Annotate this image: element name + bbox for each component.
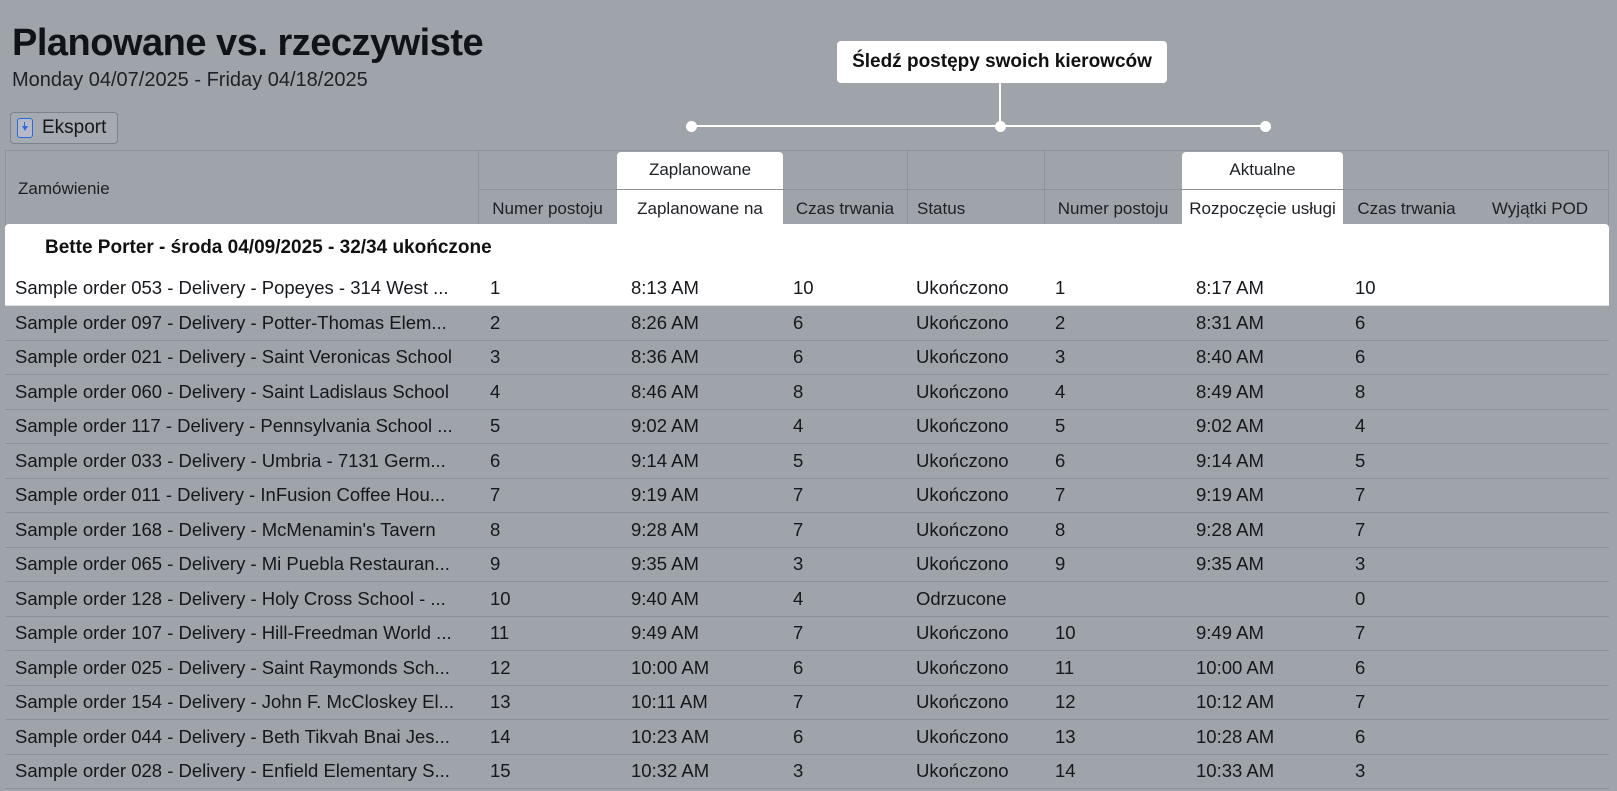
cell-planned-at: 10:23 AM (631, 725, 710, 747)
cell-service-start: 10:33 AM (1196, 760, 1275, 782)
cell-planned-duration: 7 (793, 691, 804, 713)
cell-status: Ukończono (916, 622, 1009, 644)
table-row[interactable] (5, 513, 1609, 548)
cell-order: Sample order 097 - Delivery - Potter-Thomas Elem... (15, 311, 447, 333)
cell-order: Sample order 021 - Delivery - Saint Veronicas School (15, 346, 453, 368)
cell-planned-duration: 3 (793, 553, 804, 575)
cell-planned-duration: 7 (793, 518, 804, 540)
column-header-pod-exceptions[interactable]: Wyjątki POD (1491, 198, 1589, 218)
column-header-order[interactable]: Zamówienie (18, 179, 110, 198)
cell-order: Sample order 168 - Delivery - McMenamin's Tavern (15, 518, 436, 540)
cell-service-start: 8:49 AM (1196, 380, 1264, 402)
cell-planned-stop: 8 (490, 518, 501, 540)
cell-order: Sample order 154 - Delivery - John F. McCloskey El... (15, 691, 455, 713)
cell-pod (1475, 341, 1605, 375)
cell-actual-duration: 3 (1355, 553, 1366, 575)
cell-status: Ukończono (916, 553, 1009, 575)
cell-actual-duration: 7 (1355, 622, 1366, 644)
cell-order: Sample order 025 - Delivery - Saint Raymonds Sch... (15, 656, 450, 678)
bracket-dot-right (1260, 121, 1271, 132)
cell-actual-stop (1055, 582, 1175, 616)
table-row[interactable] (5, 686, 1609, 721)
cell-planned-stop: 1 (490, 277, 501, 298)
cell-service-start: 8:40 AM (1196, 346, 1264, 368)
cell-actual-duration: 6 (1355, 346, 1366, 368)
group-header-actual: Aktualne (1229, 160, 1296, 179)
date-range: Monday 04/07/2025 - Friday 04/18/2025 (12, 69, 368, 91)
column-header-planned-at[interactable]: Zaplanowane na (637, 198, 763, 218)
cell-planned-duration: 7 (793, 484, 804, 506)
cell-planned-duration: 8 (793, 380, 804, 402)
cell-planned-at: 10:11 AM (631, 691, 708, 713)
cell-planned-duration: 3 (793, 760, 804, 782)
cell-status: Ukończono (916, 691, 1009, 713)
cell-planned-duration: 5 (793, 449, 804, 471)
cell-pod (1475, 271, 1605, 305)
cell-actual-duration: 0 (1355, 587, 1366, 609)
cell-status: Ukończono (916, 760, 1009, 782)
cell-pod (1475, 375, 1605, 409)
cell-status: Ukończono (916, 415, 1009, 437)
column-header-planned-stop[interactable]: Numer postoju (492, 198, 603, 218)
cell-actual-stop: 11 (1055, 656, 1075, 678)
cell-pod (1475, 548, 1605, 582)
cell-planned-stop: 5 (490, 415, 501, 437)
export-button[interactable] (10, 112, 118, 144)
cell-planned-duration: 4 (793, 415, 804, 437)
cell-order: Sample order 107 - Delivery - Hill-Freedman World ... (15, 622, 452, 644)
cell-planned-stop: 2 (490, 311, 501, 333)
bracket-dot-center (995, 121, 1006, 132)
cell-actual-stop: 3 (1055, 346, 1066, 368)
cell-planned-duration: 4 (793, 587, 804, 609)
cell-service-start: 9:49 AM (1196, 622, 1264, 644)
cell-pod (1475, 651, 1605, 685)
cell-status: Ukończono (916, 725, 1009, 747)
driver-group-header[interactable]: Bette Porter - środa 04/09/2025 - 32/34 ukończone (5, 224, 1609, 272)
column-header-actual-duration[interactable]: Czas trwania (1357, 198, 1456, 218)
cell-planned-stop: 13 (490, 691, 511, 713)
column-header-service-start[interactable]: Rozpoczęcie usługi (1189, 198, 1336, 218)
cell-actual-stop: 14 (1055, 760, 1076, 782)
column-header-status[interactable]: Status (917, 198, 966, 218)
cell-order: Sample order 060 - Delivery - Saint Ladislaus School (15, 380, 449, 402)
cell-planned-stop: 14 (490, 725, 511, 747)
table-row[interactable] (5, 548, 1609, 583)
cell-order: Sample order 028 - Delivery - Enfield Elementary S... (15, 760, 450, 782)
cell-service-start: 9:14 AM (1196, 449, 1264, 471)
cell-service-start: 8:17 AM (1196, 277, 1264, 298)
table-row[interactable] (5, 720, 1609, 755)
cell-order: Sample order 117 - Delivery - Pennsylvania School ... (15, 415, 453, 437)
table-row[interactable] (5, 444, 1609, 479)
cell-actual-duration: 6 (1355, 311, 1366, 333)
cell-order: Sample order 053 - Delivery - Popeyes - 314 West ... (15, 277, 449, 298)
download-icon (17, 118, 33, 138)
cell-actual-stop: 7 (1055, 484, 1066, 506)
cell-actual-duration: 10 (1355, 277, 1376, 298)
cell-planned-at: 8:13 AM (631, 277, 699, 298)
cell-service-start: 10:00 AM (1196, 656, 1275, 678)
cell-status: Ukończono (916, 656, 1009, 678)
cell-actual-duration: 4 (1355, 415, 1366, 437)
cell-actual-stop: 9 (1055, 553, 1066, 575)
group-header-planned: Zaplanowane (648, 160, 752, 179)
cell-status: Ukończono (916, 449, 1009, 471)
cell-planned-at: 9:40 AM (631, 587, 699, 609)
cell-pod (1475, 444, 1605, 478)
cell-planned-at: 9:19 AM (631, 484, 699, 506)
cell-service-start: 8:31 AM (1196, 311, 1264, 333)
cell-planned-at: 9:02 AM (631, 415, 699, 437)
cell-status: Ukończono (916, 518, 1009, 540)
cell-planned-stop: 7 (490, 484, 501, 506)
column-header-actual-stop[interactable]: Numer postoju (1057, 198, 1169, 218)
cell-actual-duration: 7 (1355, 484, 1366, 506)
table-body (5, 271, 1609, 789)
table-row[interactable] (5, 271, 1609, 306)
cell-planned-stop: 4 (490, 380, 501, 402)
cell-planned-at: 8:26 AM (631, 311, 699, 333)
table-row[interactable] (5, 617, 1609, 652)
table-header (5, 150, 1609, 226)
cell-planned-duration: 6 (793, 346, 804, 368)
cell-pod (1475, 513, 1605, 547)
bracket-dot-left (686, 121, 697, 132)
page-title: Planowane vs. rzeczywiste (12, 22, 484, 64)
cell-actual-duration: 5 (1355, 449, 1366, 471)
cell-actual-stop: 6 (1055, 449, 1066, 471)
cell-actual-duration: 7 (1355, 518, 1366, 540)
cell-pod (1475, 306, 1605, 340)
cell-planned-stop: 6 (490, 449, 501, 471)
cell-status: Ukończono (916, 311, 1009, 333)
cell-actual-stop: 8 (1055, 518, 1066, 540)
cell-planned-at: 10:32 AM (631, 760, 710, 782)
cell-service-start: 9:35 AM (1196, 553, 1264, 575)
cell-order: Sample order 044 - Delivery - Beth Tikvah Bnai Jes... (15, 725, 450, 747)
cell-status: Ukończono (916, 277, 1009, 298)
cell-actual-duration: 7 (1355, 691, 1366, 713)
cell-actual-duration: 8 (1355, 380, 1366, 402)
cell-pod (1475, 617, 1605, 651)
cell-planned-duration: 6 (793, 725, 804, 747)
cell-planned-at: 9:49 AM (631, 622, 699, 644)
callout-bracket (691, 125, 1265, 127)
cell-pod (1475, 686, 1605, 720)
cell-pod (1475, 720, 1605, 754)
cell-actual-stop: 10 (1055, 622, 1076, 644)
cell-planned-at: 9:35 AM (631, 553, 699, 575)
cell-status: Ukończono (916, 484, 1009, 506)
cell-planned-at: 10:00 AM (631, 656, 710, 678)
cell-service-start: 9:28 AM (1196, 518, 1264, 540)
cell-pod (1475, 582, 1605, 616)
cell-service-start: 10:28 AM (1196, 725, 1275, 747)
cell-pod (1475, 479, 1605, 513)
column-header-planned-duration[interactable]: Czas trwania (795, 198, 895, 218)
cell-planned-stop: 10 (490, 587, 511, 609)
cell-actual-duration: 3 (1355, 760, 1366, 782)
table-row[interactable] (5, 341, 1609, 376)
cell-actual-stop: 2 (1055, 311, 1066, 333)
cell-actual-stop: 12 (1055, 691, 1076, 713)
table-row[interactable] (5, 410, 1609, 445)
cell-actual-stop: 5 (1055, 415, 1066, 437)
table-row[interactable] (5, 479, 1609, 514)
cell-actual-stop: 13 (1055, 725, 1076, 747)
cell-status: Ukończono (916, 346, 1009, 368)
cell-planned-duration: 10 (793, 277, 814, 298)
table-row[interactable] (5, 582, 1609, 617)
cell-service-start (1196, 582, 1336, 616)
cell-planned-stop: 9 (490, 553, 501, 575)
cell-service-start: 9:19 AM (1196, 484, 1264, 506)
cell-order: Sample order 011 - Delivery - InFusion Coffee Hou... (15, 484, 446, 506)
cell-status: Ukończono (916, 380, 1009, 402)
cell-planned-stop: 15 (490, 760, 511, 782)
cell-planned-stop: 3 (490, 346, 501, 368)
cell-actual-stop: 4 (1055, 380, 1066, 402)
cell-order: Sample order 065 - Delivery - Mi Puebla Restauran... (15, 553, 450, 575)
cell-actual-stop: 1 (1055, 277, 1066, 298)
cell-planned-at: 9:14 AM (631, 449, 699, 471)
cell-order: Sample order 128 - Delivery - Holy Cross School - ... (15, 587, 446, 609)
cell-service-start: 10:12 AM (1196, 691, 1275, 713)
cell-planned-duration: 6 (793, 311, 804, 333)
cell-service-start: 9:02 AM (1196, 415, 1264, 437)
cell-pod (1475, 755, 1605, 789)
table-row[interactable] (5, 306, 1609, 341)
table-row[interactable] (5, 375, 1609, 410)
callout-tooltip: Śledź postępy swoich kierowców (837, 41, 1167, 83)
cell-pod (1475, 410, 1605, 444)
cell-planned-duration: 6 (793, 656, 804, 678)
cell-actual-duration: 6 (1355, 656, 1366, 678)
cell-status: Odrzucone (916, 587, 1007, 609)
table-row[interactable] (5, 755, 1609, 790)
cell-planned-at: 9:28 AM (631, 518, 699, 540)
export-button-label: Eksport (42, 117, 107, 138)
cell-planned-stop: 12 (490, 656, 511, 678)
cell-actual-duration: 6 (1355, 725, 1366, 747)
cell-planned-at: 8:46 AM (631, 380, 699, 402)
cell-planned-at: 8:36 AM (631, 346, 699, 368)
cell-planned-duration: 7 (793, 622, 804, 644)
cell-order: Sample order 033 - Delivery - Umbria - 7131 Germ... (15, 449, 446, 471)
cell-planned-stop: 11 (490, 622, 510, 644)
table-row[interactable] (5, 651, 1609, 686)
